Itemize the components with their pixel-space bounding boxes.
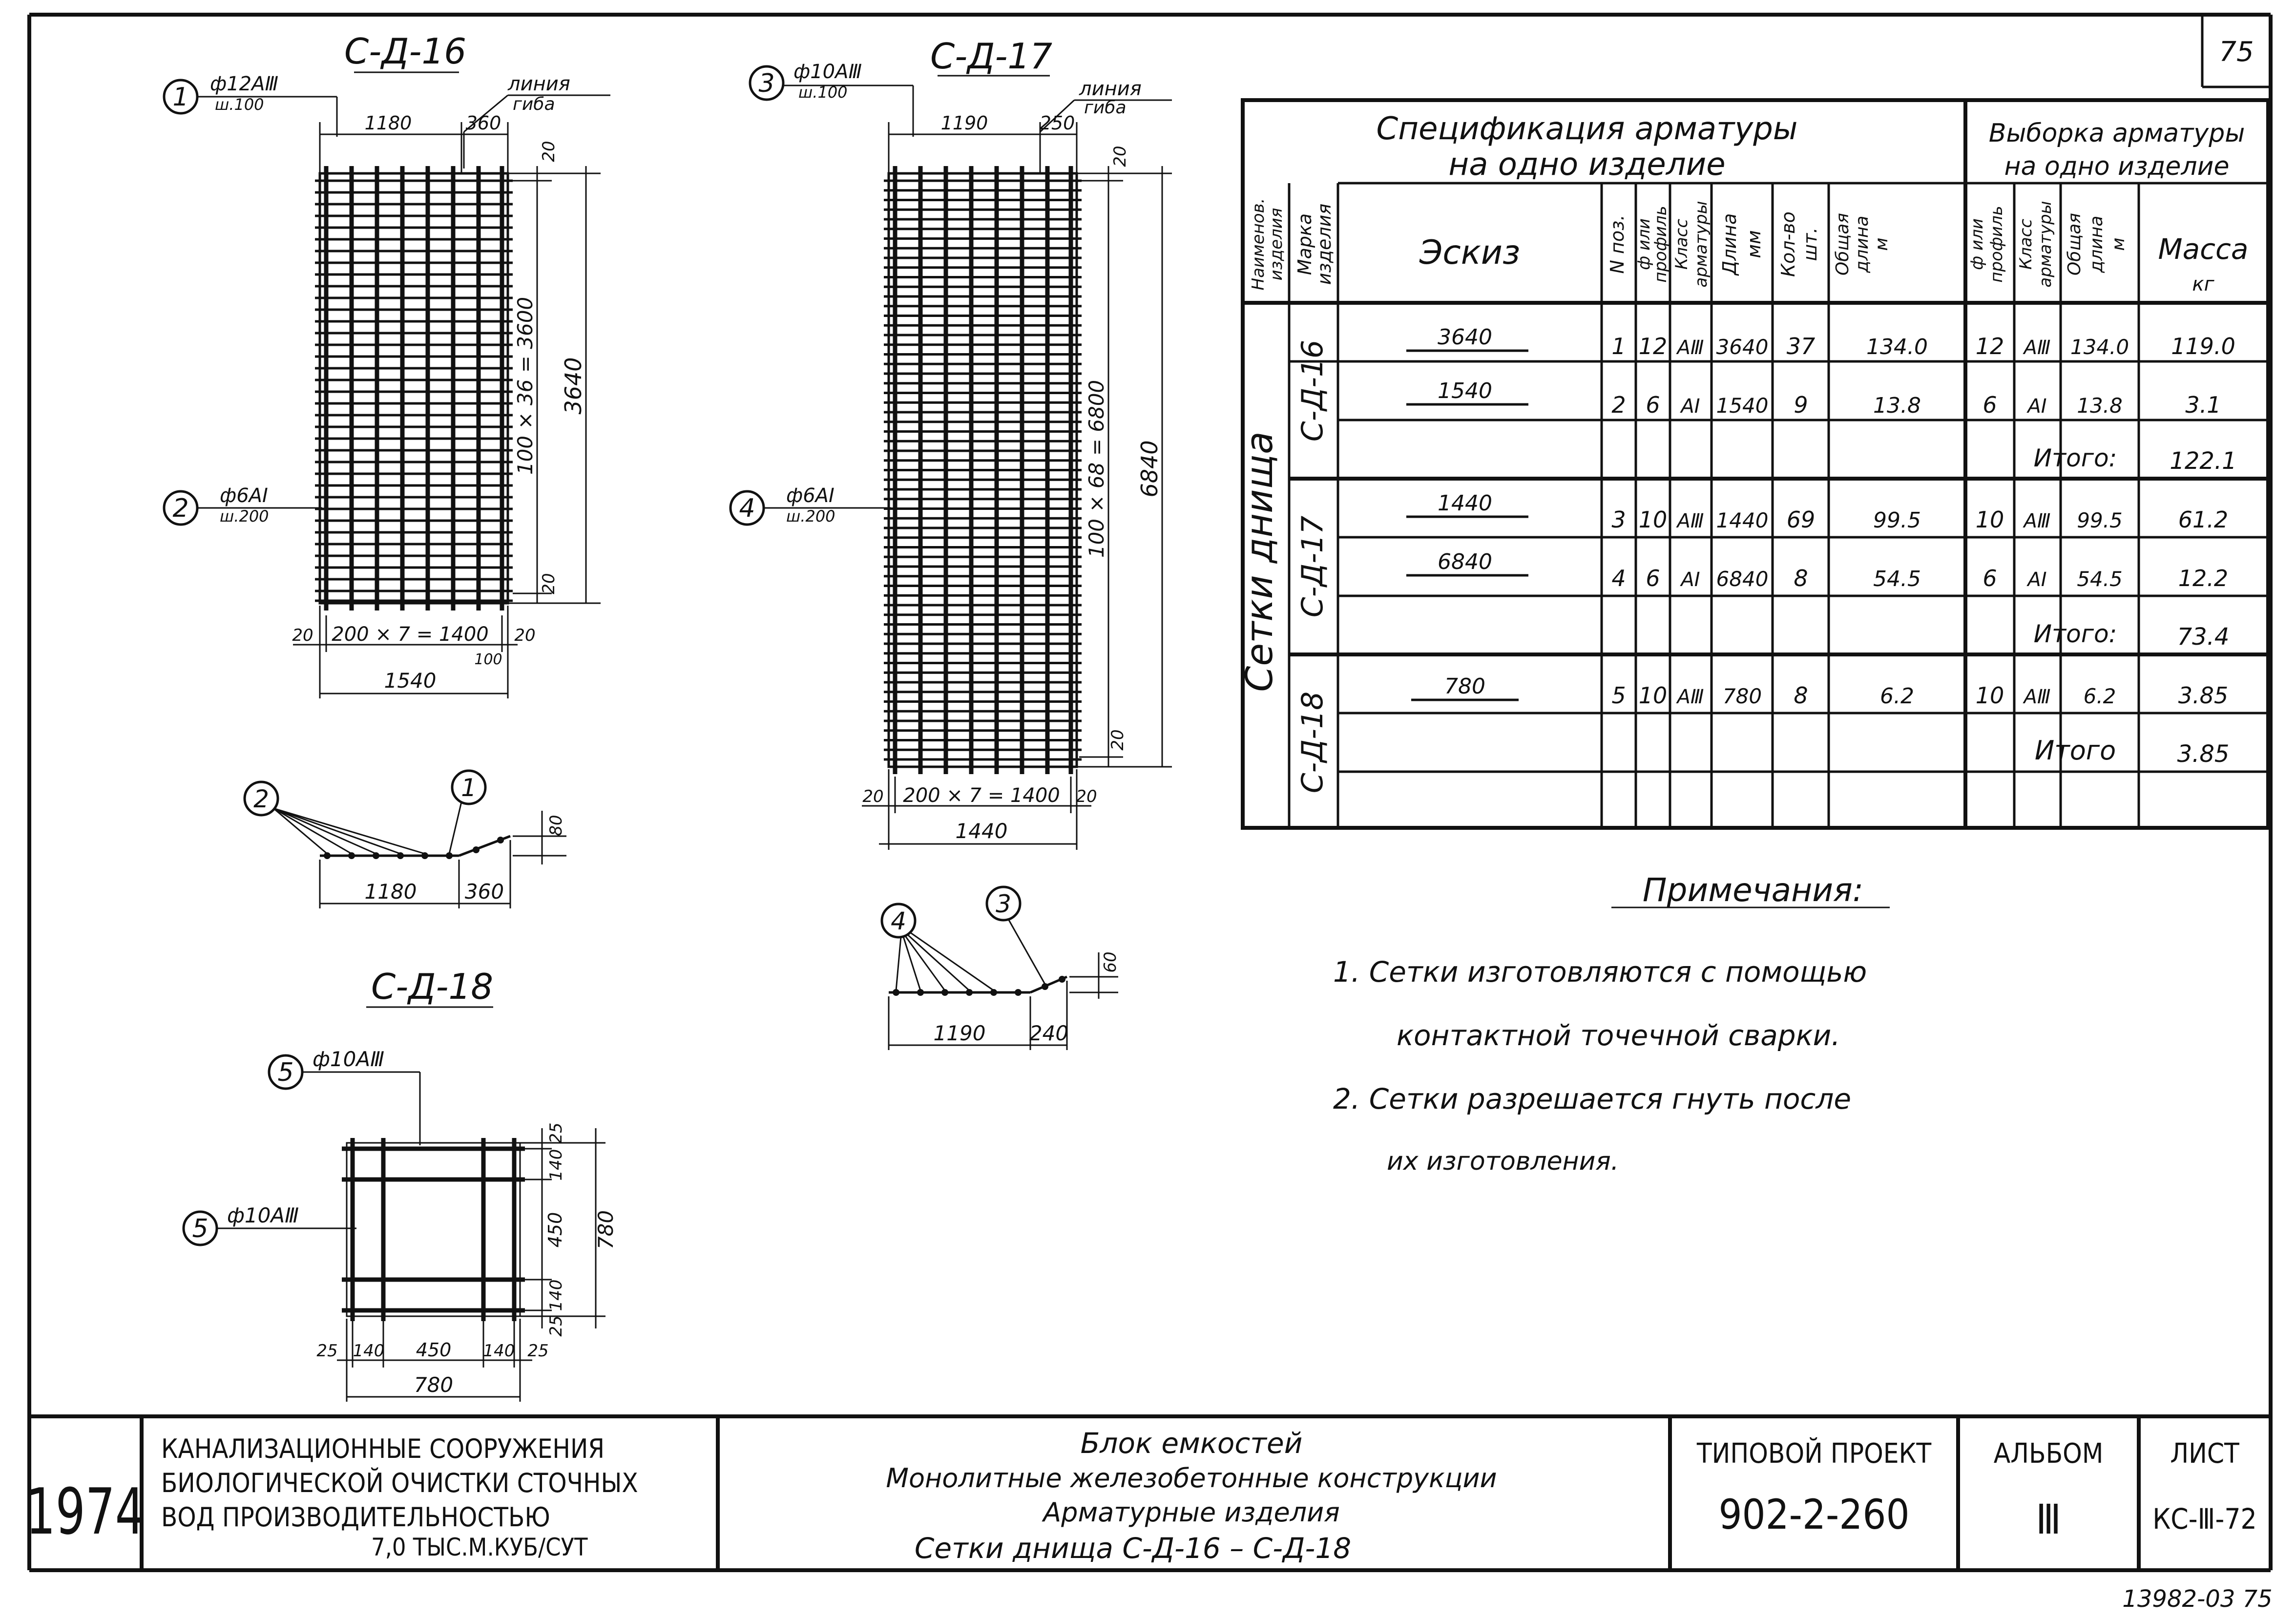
project-value: 902-2-260 [1718, 1491, 1910, 1538]
cd16-profile-len1: 1180 [364, 880, 417, 904]
col-eskiz: Эскиз [1419, 233, 1521, 272]
cd16-callout2-bar: ф6АⅠ [220, 484, 268, 507]
cd18-dim-v-2: 140 [546, 1149, 566, 1181]
cd18-dim-v-4: 140 [546, 1279, 566, 1311]
cd17-callout4-bar: ф6АⅠ [786, 484, 835, 507]
cd17-bend-line-label: линия [1079, 78, 1142, 100]
cd17-callout3-spacing: ш.100 [798, 83, 848, 102]
sel-total-value: 134.0 [2070, 335, 2129, 359]
table-row [1406, 491, 2228, 533]
diam-value: 10 [1638, 506, 1668, 533]
cd18-dim-h-5: 25 [527, 1341, 549, 1361]
cd18-callout5a-bar: ф10АⅢ [313, 1047, 385, 1071]
album-label: АЛЬБОМ [1993, 1438, 2104, 1470]
cd16-bend-line-label2: гиба [513, 94, 555, 114]
cd16-title: С-Д-16 [344, 31, 467, 72]
cd17-profile-rise: 60 [1101, 951, 1120, 973]
sel-klass-value: АⅢ [2024, 337, 2051, 359]
cd16-dim-bottom-span: 200 × 7 = 1400 [332, 623, 489, 646]
cd16-dim-edge-bottom: 20 [539, 573, 559, 594]
poz-value: 2 [1611, 392, 1626, 418]
total-length-value: 99.5 [1873, 508, 1921, 533]
org-line-3: ВОД ПРОИЗВОДИТЕЛЬНОСТЬЮ [161, 1502, 550, 1533]
marka-cd17: С-Д-17 [1295, 515, 1330, 618]
cd18-callout5b-num: 5 [192, 1214, 209, 1243]
cd17-dim-vertical-total: 6840 [1136, 440, 1163, 498]
desc-line-1: Блок емкостей [1080, 1427, 1303, 1460]
sel-total-value: 99.5 [2077, 508, 2123, 532]
length-value: 1440 [1716, 508, 1769, 532]
eskiz-value: 1540 [1438, 379, 1492, 403]
qty-value: 8 [1794, 565, 1808, 591]
eskiz-value: 780 [1444, 674, 1485, 699]
klass-value: АⅢ [1677, 686, 1704, 708]
cd18-title: С-Д-18 [371, 966, 494, 1007]
cd18-dim-v-total: 780 [594, 1210, 618, 1250]
desc-line-2: Монолитные железобетонные конструкции [886, 1463, 1497, 1494]
desc-line-3: Арматурные изделия [1043, 1497, 1340, 1528]
marka-cd18: С-Д-18 [1295, 691, 1330, 794]
col-klass-2: арматуры [1691, 201, 1711, 288]
sel-klass-value: АⅠ [2027, 395, 2047, 418]
col-obsh-1: Общая [1833, 212, 1853, 276]
org-line-4: 7,0 ТЫС.М.КУБ/СУТ [371, 1533, 588, 1561]
cd16-dim-bottom-right: 20 [514, 626, 536, 645]
cd17-dim-bottom-right: 20 [1076, 787, 1097, 806]
cd16-callout1-spacing: ш.100 [215, 95, 264, 114]
col-sdiam-1: ф или [1967, 218, 1987, 270]
cd17-dim-top-left: 1190 [940, 112, 988, 134]
cd17-callout3-num: 3 [758, 69, 775, 98]
length-value: 1540 [1716, 394, 1769, 418]
col-sobsh-1: Общая [2065, 212, 2085, 276]
notes-line-4: их изготовления. [1387, 1147, 1619, 1176]
col-massa-2: кг [2192, 273, 2214, 295]
poz-value: 4 [1611, 565, 1626, 591]
cd18-dim-v-5: 25 [546, 1315, 566, 1337]
cd17-dim-bottom-span: 200 × 7 = 1400 [903, 784, 1060, 807]
col-naimenov-1: Наименов. [1249, 198, 1268, 291]
eskiz-value: 6840 [1438, 549, 1492, 574]
col-sklass-1: Класс [2016, 218, 2036, 270]
cd16-dim-top-right: 360 [465, 112, 501, 134]
qty-value: 9 [1794, 392, 1808, 418]
sel-total-value: 54.5 [2077, 567, 2123, 591]
project-label: ТИПОВОЙ ПРОЕКТ [1696, 1438, 1932, 1470]
total-label-cd16: Итого: [2033, 444, 2117, 472]
col-marka-1: Марка [1294, 213, 1315, 275]
sheet-frame [29, 15, 2271, 1570]
col-npoz: N поз. [1607, 214, 1628, 274]
poz-value: 5 [1611, 682, 1626, 709]
sel-diam-value: 6 [1983, 565, 1997, 591]
cd18-dim-h-2: 140 [353, 1341, 385, 1361]
qty-value: 69 [1786, 506, 1816, 533]
col-marka-2: изделия [1314, 203, 1335, 285]
selection-header-line2: на одно изделие [2004, 152, 2230, 181]
album-value: Ⅲ [2035, 1495, 2062, 1543]
marka-cd16: С-Д-16 [1295, 339, 1330, 442]
cd17-profile-len1: 1190 [933, 1021, 986, 1045]
mass-value: 3.1 [2185, 392, 2221, 418]
cd17-callout4-num: 4 [739, 494, 755, 523]
spec-header-line1: Спецификация арматуры [1376, 111, 1798, 147]
org-line-1: КАНАЛИЗАЦИОННЫЕ СООРУЖЕНИЯ [161, 1433, 605, 1464]
cd16-bend-line-label: линия [508, 73, 570, 95]
total-label-cd17: Итого: [2033, 620, 2117, 648]
total-label-cd18: Итого [2034, 735, 2116, 766]
cd17-dim-bottom-left: 20 [862, 787, 884, 806]
cd16-callout2-spacing: ш.200 [220, 507, 269, 526]
poz-value: 3 [1611, 506, 1626, 533]
mass-value: 3.85 [2178, 682, 2229, 709]
cd17-dim-edge-bottom: 20 [1108, 729, 1127, 751]
year: 1974 [25, 1475, 145, 1549]
notes-line-1: 1. Сетки изготовляются с помощью [1333, 955, 1867, 989]
cd17-profile-num-right: 3 [996, 890, 1011, 918]
cd17-dim-vertical-span: 100 × 68 = 6800 [1085, 379, 1108, 558]
col-dlina-2: мм [1743, 230, 1765, 258]
total-length-value: 54.5 [1873, 567, 1921, 591]
cd16-dim-vertical-total: 3640 [560, 357, 586, 415]
col-diam-1: ф или [1634, 218, 1654, 270]
cd16-dim-edge-top: 20 [539, 141, 559, 162]
qty-value: 37 [1786, 333, 1816, 359]
col-kolvo-1: Кол-во [1777, 211, 1799, 277]
diam-value: 12 [1638, 333, 1668, 359]
cd17-transverse-bars [884, 181, 1082, 759]
col-obsh-2: длина [1852, 215, 1872, 273]
table-row [1406, 379, 2221, 418]
cd17-bend-line-label2: гиба [1084, 98, 1127, 118]
mass-value: 61.2 [2178, 506, 2229, 533]
klass-value: АⅢ [1677, 510, 1704, 532]
cd17-profile-len2: 240 [1029, 1021, 1069, 1045]
total-length-value: 134.0 [1866, 335, 1928, 359]
sel-total-value: 13.8 [2077, 394, 2123, 418]
sel-diam-value: 10 [1975, 682, 2004, 709]
cd16-bend-profile [245, 771, 566, 908]
klass-value: АⅠ [1681, 568, 1700, 591]
col-obsh-3: м [1872, 237, 1892, 251]
spec-header-line2: на одно изделие [1448, 147, 1726, 183]
length-value: 3640 [1716, 335, 1769, 359]
total-length-value: 6.2 [1880, 684, 1914, 709]
col-sklass-2: арматуры [2036, 201, 2055, 288]
total-value-cd16: 122.1 [2170, 447, 2237, 475]
selection-header-line1: Выборка арматуры [1988, 119, 2245, 148]
col-kolvo-2: шт. [1799, 227, 1821, 261]
notes [1333, 871, 1890, 1176]
length-value: 6840 [1716, 567, 1769, 591]
col-sdiam-2: профиль [1987, 206, 2006, 283]
cd16-dim-bottom-extra: 100 [474, 651, 502, 668]
klass-value: АⅠ [1681, 395, 1700, 418]
cd16-callout1-bar: ф12АⅢ [210, 73, 279, 95]
col-sobsh-3: м [2108, 237, 2129, 251]
cd18-dim-h-1: 25 [316, 1341, 338, 1361]
cd17-callout3-bar: ф10АⅢ [793, 61, 862, 83]
sel-diam-value: 10 [1975, 506, 2004, 533]
notes-line-3: 2. Сетки разрешается гнуть после [1333, 1082, 1852, 1116]
sel-diam-value: 6 [1983, 392, 1997, 418]
notes-line-2: контактной точечной сварки. [1397, 1019, 1840, 1052]
col-klass-1: Класс [1672, 218, 1691, 270]
cd16-profile-rise: 80 [546, 815, 566, 836]
cd18-dim-h-total: 780 [414, 1373, 454, 1397]
klass-value: АⅢ [1677, 337, 1704, 359]
sheet-label: ЛИСТ [2170, 1438, 2239, 1470]
cd17-bend-profile [882, 887, 1120, 1050]
total-length-value: 13.8 [1873, 393, 1921, 418]
cd18-callout5b-bar: ф10АⅢ [227, 1203, 299, 1227]
diam-value: 10 [1638, 682, 1668, 709]
cd17-profile-num-left: 4 [891, 907, 906, 935]
qty-value: 8 [1794, 682, 1808, 709]
cd16-dim-top-left: 1180 [364, 112, 412, 134]
diam-value: 6 [1646, 392, 1660, 418]
cd17-callout4-spacing: ш.200 [786, 507, 835, 526]
sel-diam-value: 12 [1975, 333, 2004, 359]
cd17-dim-edge-top: 20 [1110, 146, 1130, 167]
mesh-drawing-cd16 [164, 31, 610, 908]
col-sobsh-2: длина [2087, 215, 2107, 273]
page-number: 75 [2219, 36, 2254, 68]
cd18-dim-h-4: 140 [483, 1341, 515, 1361]
mass-value: 119.0 [2171, 333, 2235, 359]
cd16-dim-bottom-left: 20 [292, 626, 313, 645]
group-name: Сетки днища [1237, 431, 1281, 692]
mesh-drawing-cd18 [184, 966, 618, 1402]
total-value-cd17: 73.4 [2177, 623, 2230, 651]
table-row [1406, 549, 2228, 591]
diam-value: 6 [1646, 565, 1660, 591]
mass-value: 12.2 [2178, 565, 2229, 591]
sel-klass-value: АⅠ [2027, 568, 2047, 591]
cd18-dim-h-3: 450 [416, 1339, 452, 1361]
col-massa-1: Масса [2158, 232, 2249, 266]
specification-table [1237, 100, 2268, 828]
sel-klass-value: АⅢ [2024, 686, 2051, 708]
eskiz-value: 1440 [1438, 491, 1492, 516]
cd18-dim-v-3: 450 [544, 1212, 566, 1248]
cd16-dim-bottom-total: 1540 [384, 669, 437, 693]
eskiz-value: 3640 [1438, 325, 1492, 350]
col-naimenov-2: изделия [1267, 208, 1286, 281]
notes-title: Примечания: [1642, 871, 1864, 909]
cd16-callout1-num: 1 [172, 83, 189, 112]
title-block [26, 1416, 2271, 1570]
cd16-profile-num-left: 2 [253, 785, 269, 813]
cd17-dim-bottom-total: 1440 [955, 819, 1008, 843]
col-diam-2: профиль [1651, 206, 1670, 283]
total-value-cd18: 3.85 [2177, 740, 2230, 768]
table-row [1411, 674, 2228, 709]
desc-line-4: Сетки днища С-Д-16 – С-Д-18 [914, 1532, 1352, 1565]
poz-value: 1 [1611, 333, 1626, 359]
cd17-dim-top-right: 250 [1039, 112, 1075, 134]
cd17-title: С-Д-17 [930, 36, 1053, 77]
cd18-callout5a-num: 5 [277, 1058, 294, 1087]
org-line-2: БИОЛОГИЧЕСКОЙ ОЧИСТКИ СТОЧНЫХ [161, 1468, 638, 1498]
mesh-drawing-cd17 [731, 36, 1172, 1050]
table-row [1406, 325, 2235, 359]
sheet-value: КС-Ⅲ-72 [2152, 1502, 2257, 1536]
cd16-profile-len2: 360 [464, 880, 504, 904]
sel-total-value: 6.2 [2083, 684, 2116, 708]
length-value: 780 [1722, 684, 1762, 708]
cd16-profile-num-right: 1 [461, 774, 477, 802]
cd18-dim-v-1: 25 [546, 1122, 566, 1144]
cd16-transverse-bars [315, 181, 513, 601]
cd16-dim-vertical-span: 100 × 36 = 3600 [513, 296, 537, 475]
sel-klass-value: АⅢ [2024, 510, 2051, 532]
cd16-callout2-num: 2 [172, 494, 189, 523]
col-dlina-1: Длина [1719, 213, 1740, 275]
footer-code: 13982-03 75 [2122, 1585, 2273, 1613]
